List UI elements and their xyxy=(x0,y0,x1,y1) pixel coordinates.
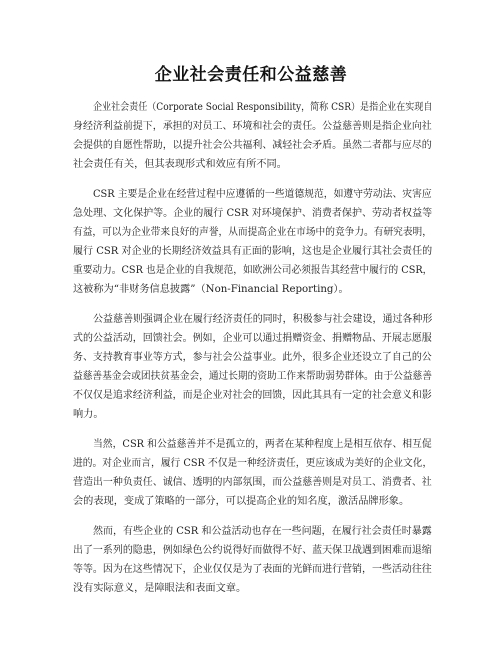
text-line: 重要动力。CSR 也是企业的自我规范，如欧洲公司必须报告其经营中履行的 CSR， xyxy=(73,265,433,276)
text-line: 营造出一种负责任、诚信、透明的内部氛围，而公益慈善则是对员工、消费者、社 xyxy=(73,477,432,488)
text-line: 式的公益活动，回馈社会。例如，企业可以通过捐赠资金、捐赠物品、开展志愿服 xyxy=(73,333,432,344)
page-title: 企业社会责任和公益慈善 xyxy=(154,65,348,85)
text-line: 急处理、文化保护等。企业的履行 CSR 对环境保护、消费者保护、劳动者权益等 xyxy=(73,208,433,219)
text-line: 履行 CSR 对企业的长期经济效益具有正面的影响，这也是企业履行其社会责任的 xyxy=(73,246,433,257)
text-line: 公益慈善则强调企业在履行经济责任的同时，积极参与社会建设，通过各种形 xyxy=(93,314,433,325)
text-line: 出了一系列的隐患，例如绿色公约说得好而做得不好、蓝天保卫战遇到困难而退缩 xyxy=(73,545,432,556)
text-line: 务、支持教育事业等方式，参与社会公益事业。此外，很多企业还设立了自己的公 xyxy=(73,352,432,363)
text-line: 益慈善基金会或团扶贫基金会，通过长期的资助工作来帮助弱势群体。由于公益慈善 xyxy=(73,371,432,382)
text-line: 这被称为“非财务信息披露”（Non-Financial Reporting）。 xyxy=(73,284,349,295)
text-line: 等等。因为在这些情况下，企业仅仅是为了表面的光鲜而进行营销，一些活动往往 xyxy=(73,564,432,575)
text-line: 企业社会责任（Corporate Social Responsibility，简称 CSR）是指企业在实现自 xyxy=(93,102,433,113)
text-line: 响力。 xyxy=(73,409,104,420)
text-line: 身经济利益前提下，承担的对员工、环境和社会的责任。公益慈善则是指企业向社 xyxy=(73,121,432,132)
text-line: 然而，有些企业的 CSR 和公益活动也存在一些问题，在履行社会责任时暴露 xyxy=(93,526,432,537)
text-line: 不仅仅是追求经济利益，而是企业对社会的回馈，因此其具有一定的社会意义和影 xyxy=(73,390,432,401)
text-line: 会提供的自愿性帮助，以提升社会公共福利、减轻社会矛盾。虽然二者都与应尽的 xyxy=(73,140,432,151)
text-line: 有益，可以为企业带来良好的声誉，从而提高企业在市场中的竞争力。有研究表明， xyxy=(73,227,432,238)
text-line: CSR 主要是企业在经营过程中应遵循的一些道德规范，如遵守劳动法、灾害应 xyxy=(93,189,432,200)
text-line: 会的表现，变成了策略的一部分，可以提高企业的知名度，激活品牌形象。 xyxy=(73,496,410,507)
text-line: 当然，CSR 和公益慈善并不是孤立的，两者在某种程度上是相互依存、相互促 xyxy=(93,439,432,450)
text-line: 没有实际意义，是障眼法和表面文章。 xyxy=(73,583,247,594)
text-line: 进的。对企业而言，履行 CSR 不仅是一种经济责任，更应该成为美好的企业文化， xyxy=(73,458,433,469)
text-line: 社会责任有关，但其表现形式和效应有所不同。 xyxy=(73,159,287,170)
